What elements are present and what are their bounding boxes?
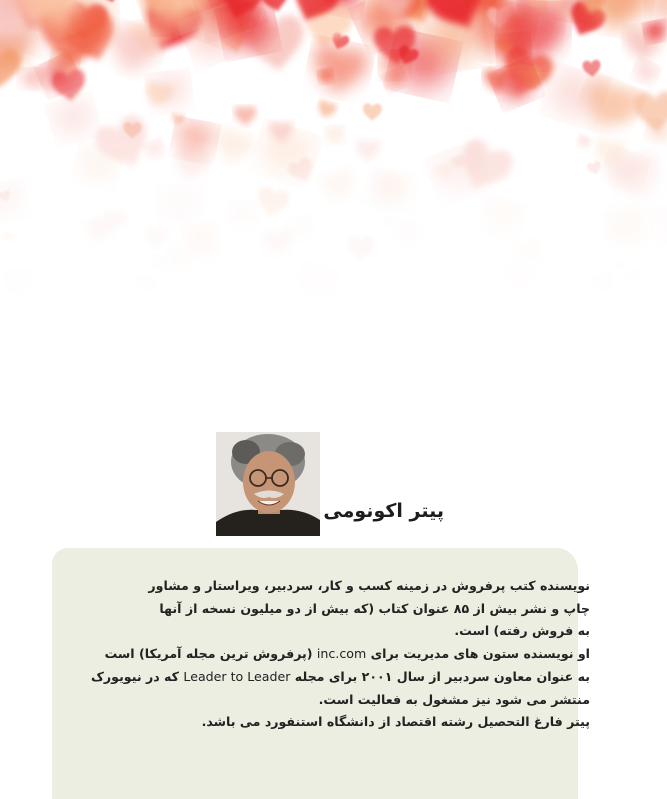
bio-line: منتشر می شود نیز مشغول به فعالیت است. [318, 691, 590, 707]
author-bio [60, 575, 590, 734]
bio-text-segment: که در نیویورک [91, 668, 184, 684]
author-photo [216, 432, 320, 536]
hearts-fade [0, 0, 667, 330]
bio-line [60, 666, 590, 689]
hearts-background [0, 0, 667, 330]
bio-text-segment: به عنوان معاون سردبیر از سال ۲۰۰۱ برای مجله [290, 668, 590, 684]
bio-text-segment: او نویسنده ستون های مدیریت برای [366, 646, 590, 662]
website-reference: inc.com [316, 646, 367, 662]
author-portrait-icon [216, 432, 320, 536]
magazine-name: Leader to Leader [183, 668, 291, 684]
bio-line: به فروش رفته) است. [454, 623, 590, 639]
bio-line: نویسنده کتب پرفروش در زمینه کسب و کار، سردبیر، ویراستار و مشاور [148, 578, 590, 593]
bio-text-segment: (پرفروش ترین مجله آمریکا) است [104, 646, 317, 662]
bio-line: پیتر فارغ التحصیل رشته اقتصاد از دانشگاه استنفورد می باشد. [201, 714, 590, 730]
bio-line: چاپ و نشر بیش از ۸۵ عنوان کتاب (که بیش از دو میلیون نسخه از آنها [159, 600, 590, 616]
author-name: پیتر اکونومی [323, 500, 444, 522]
bio-line [60, 643, 590, 666]
